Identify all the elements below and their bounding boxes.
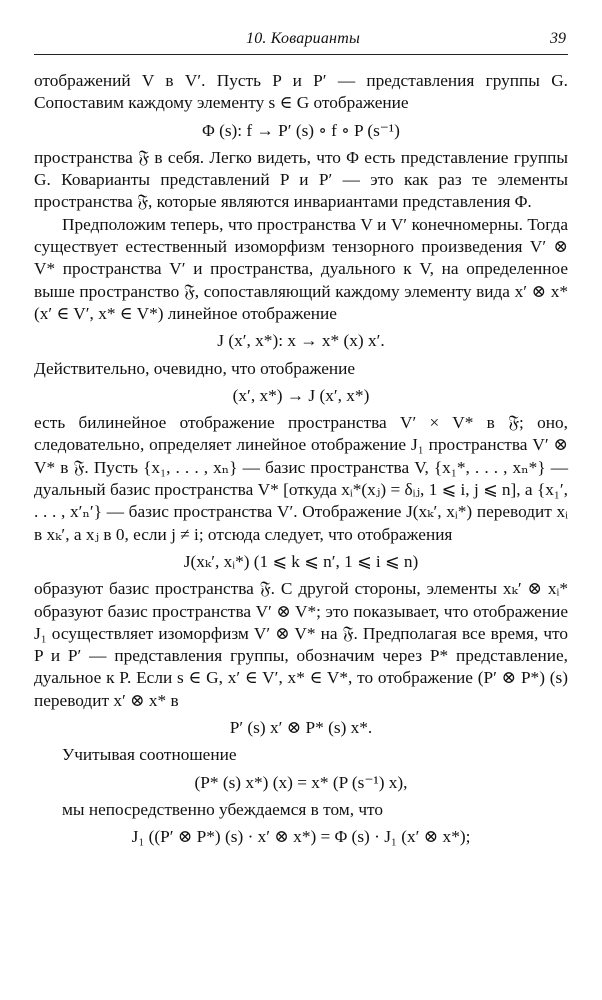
paragraph: Предположим теперь, что пространства V и V′ конечномерны. Тогда существует естественный изоморфизм тензорного произведения V′ ⊗ V* пространства V′ и пространства, дуального к V, на определенное выше пространство 𝔉, сопоставляющий каждому элементу вида x′ ⊗ x* (x′ ∈ V′, x* ∈ V*) линейное отображение bbox=[34, 214, 568, 323]
paragraph: Действительно, очевидно, что отображение bbox=[34, 358, 356, 378]
paragraph: есть билинейное отображение пространства V′ × V* в 𝔉; оно, следовательно, определяет линейное отображение J₁ пространства V′ ⊗ V* в 𝔉. Пусть {x₁, . . . , xₙ} — базис пространства V, {x₁*, . . . , xₙ*} — дуальный базис пространства V* [откуда xᵢ*(xⱼ) = δᵢⱼ, 1 ⩽ i, j ⩽ n], а {x₁′, . . . , x′ₙ′} — базис пространства V′. Отображение J(xₖ′, xᵢ*) переводит xᵢ в xₖ′, а xⱼ в 0, если j ≠ i; отсюда следует, что отображения bbox=[34, 413, 568, 544]
section-title: 10. Коварианты bbox=[246, 30, 360, 47]
formula-j: J (x′, x*): x → x* (x) x′. bbox=[217, 331, 385, 351]
formula-phi: Φ (s): f → P′ (s) ∘ f ∘ P (s⁻¹) bbox=[202, 120, 400, 140]
header-rule bbox=[34, 54, 568, 55]
formula-j1-identity: J₁ ((P′ ⊗ P*) (s) · x′ ⊗ x*) = Φ (s) · J₁ (x′ ⊗ x*); bbox=[131, 827, 471, 847]
paragraph: образуют базис пространства 𝔉. С другой стороны, элементы xₖ′ ⊗ xᵢ* образуют базис пространства V′ ⊗ V*; это показывает, что отображение J₁ осуществляет изоморфизм V′ ⊗ V* на 𝔉. Предполагая все время, что P и P′ — представления группы, обозначим через P* представление, дуальное к P. Если s ∈ G, x′ ∈ V′, x* ∈ V*, то отображение (P′ ⊗ P*) (s) переводит x′ ⊗ x* в bbox=[34, 579, 568, 710]
paragraph: пространства 𝔉 в себя. Легко видеть, что Φ есть представление группы G. Коварианты представлений P и P′ — это как раз те элементы пространства 𝔉, которые являются инвариантами представления Φ. bbox=[34, 147, 568, 212]
formula-bilinear-map: (x′, x*) → J (x′, x*) bbox=[232, 385, 370, 405]
formula-dual-relation: (P* (s) x*) (x) = x* (P (s⁻¹) x), bbox=[194, 772, 408, 792]
paragraph: отображений V в V′. Пусть P и P′ — представления группы G. Сопоставим каждому элементу s ∈ G отображение bbox=[34, 71, 568, 113]
paragraph: Учитывая соотношение bbox=[62, 745, 237, 765]
page-body bbox=[34, 70, 568, 854]
paragraph: мы непосредственно убеждаемся в том, что bbox=[62, 799, 384, 819]
running-header bbox=[34, 26, 568, 50]
page-number: 39 bbox=[550, 30, 566, 47]
formula-tensor-action: P′ (s) x′ ⊗ P* (s) x*. bbox=[229, 718, 373, 738]
formula-basis-maps: J(xₖ′, xᵢ*) (1 ⩽ k ⩽ n′, 1 ⩽ i ⩽ n) bbox=[183, 551, 419, 571]
